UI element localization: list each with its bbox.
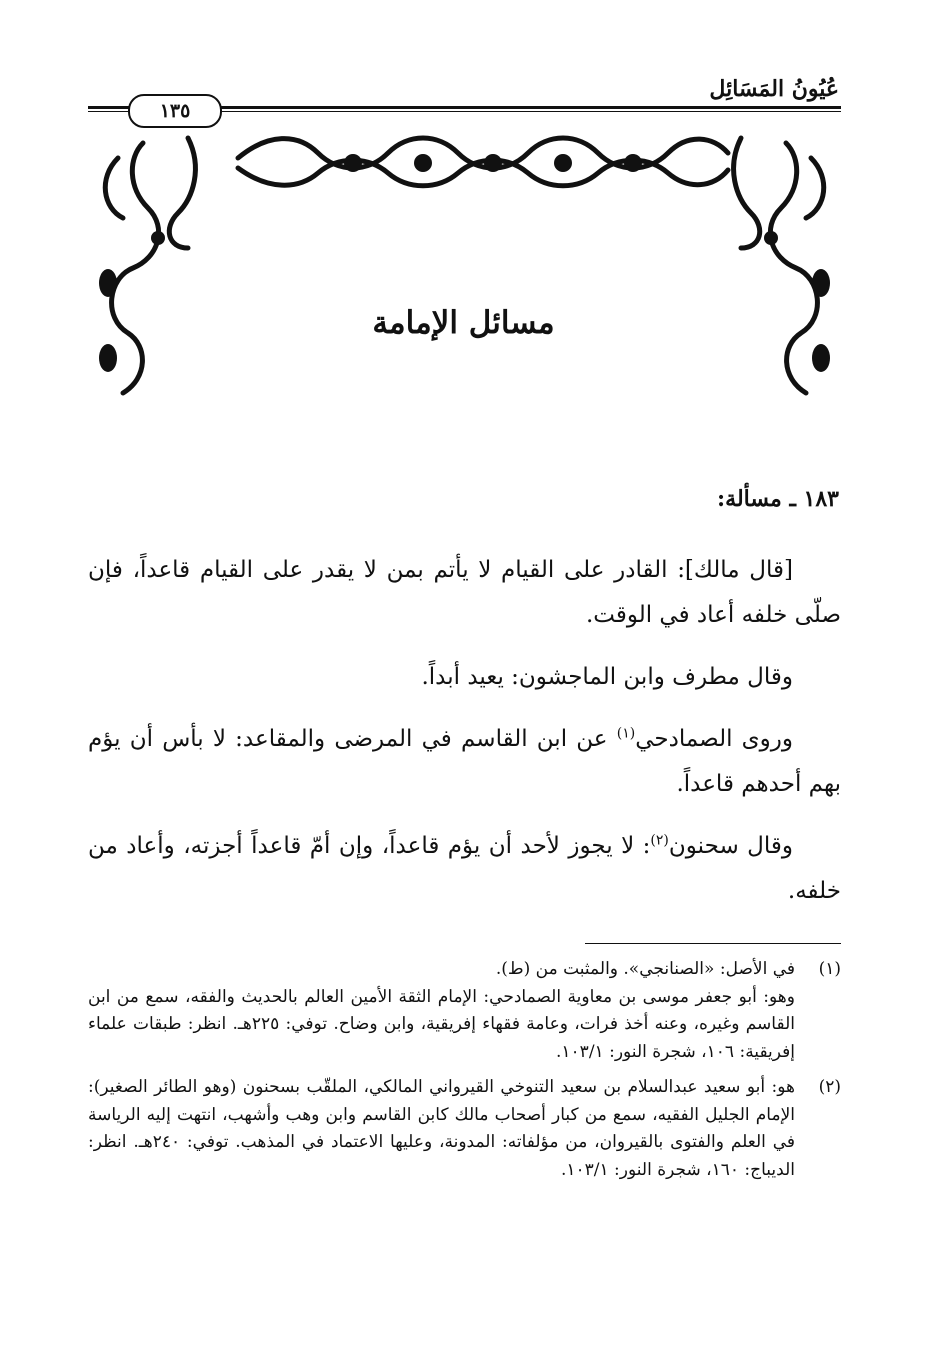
paragraph-4 [88,824,841,914]
issue-heading: ١٨٣ ـ مسألة: [717,486,839,512]
paragraph-1: [قال مالك]: القادر على القيام لا يأتم بمن لا يقدر على القيام قاعداً، فإن صلّى خلفه أعاد في الوقت. [88,557,841,628]
footnote-2 [88,1074,841,1184]
footnote-number: (١) [818,959,841,979]
footnote-line: هو: أبو سعيد عبدالسلام بن سعيد التنوخي القيرواني المالكي، الملقّب بسحنون (وهو الطائر الصغير): الإمام الجليل الفقيه، سمع من كبار أصحاب مالك كابن القاسم وابن وهب وأشهب، انتهت إليه الرياسة في العلم والفتوى بالقيروان، من مؤلفاته: المدونة، وعليها الاعتماد في المذهب. توفي: ٢٤٠هـ. انظر: الديباج: ١٦٠، شجرة النور: ١٠٣/١. [88,1077,795,1180]
footnote-number: (٢) [818,1077,841,1097]
main-text [88,548,841,931]
paragraph-3-before: وروى الصمادحي [635,726,793,752]
paragraph-3 [88,717,841,807]
footnote-line: وهو: أبو جعفر موسى بن معاوية الصمادحي: الإمام الثقة الأمين العالم بالحديث والفقه، سمع من ابن القاسم وغيره، وعنه أخذ فرات، وعامة فقهاء إفريقية، وابن وضاح. توفي: ٢٢٥هـ. انظر: طبقات علماء إفريقية: ١٠٦، شجرة النور: ١٠٣/١. [88,986,795,1062]
footnote-ref-2[interactable]: (٢) [650,832,669,849]
paragraph-4-after: : لا يجوز لأحد أن يؤم قاعداً، وإن أمّ قاعداً أجزته، وأعاد من خلفه. [88,833,841,904]
footnote-line: في الأصل: «الصنانجي». والمثبت من (ط). [495,959,795,979]
chapter-ornament-frame [88,118,841,418]
footnote-separator [585,943,841,944]
footnote-ref-1[interactable]: (١) [616,725,636,742]
paragraph-2: وقال مطرف وابن الماجشون: يعيد أبداً. [421,664,793,690]
paragraph-3-after: عن ابن القاسم في المرضى والمقاعد: لا بأس أن يؤم بهم أحدهم قاعداً. [88,726,841,797]
paragraph-4-before: وقال سحنون [668,833,794,859]
page-number: ١٣٥ [128,94,222,128]
running-title: عُيُونُ المَسَائِل [709,76,839,102]
footnotes [88,956,841,1192]
chapter-title: مسائل الإمامة [372,305,555,341]
footnote-1 [88,956,841,1066]
